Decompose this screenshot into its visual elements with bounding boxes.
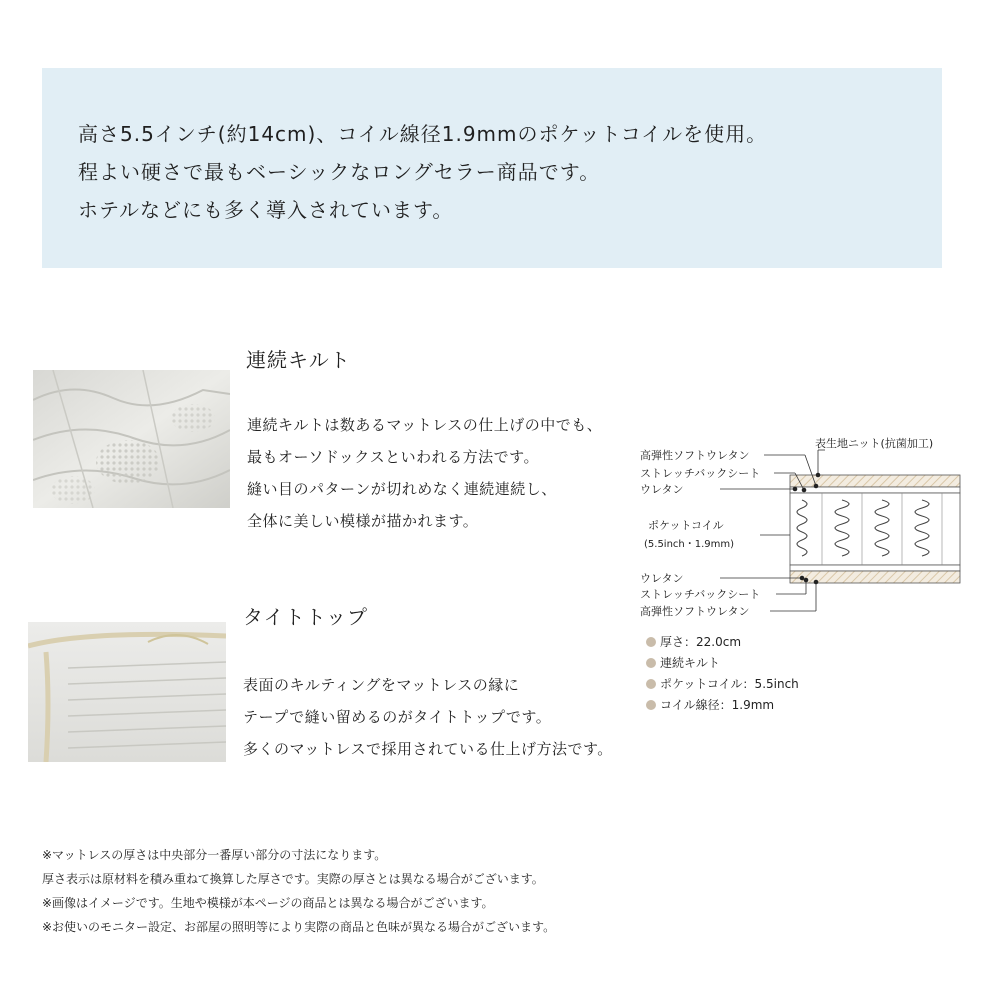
spec-list xyxy=(646,635,799,712)
tight-top-line-2: テープで縫い留めるのがタイトトップです。 xyxy=(243,708,552,726)
bottom-label-1: ウレタン xyxy=(640,572,684,585)
intro-banner xyxy=(42,68,942,268)
continuous-quilt-line-1: 連続キルトは数あるマットレスの仕上げの中でも、 xyxy=(247,416,603,434)
spec-bullet xyxy=(646,658,656,668)
bottom-label-2: ストレッチバックシート xyxy=(640,588,761,601)
continuous-quilt-photo xyxy=(33,370,230,508)
tight-top-line-3: 多くのマットレスで採用されている仕上げ方法です。 xyxy=(243,740,613,758)
bottom-label-3: 高弾性ソフトウレタン xyxy=(640,605,750,618)
continuous-quilt-line-4: 全体に美しい模様が描かれます。 xyxy=(247,512,479,530)
intro-line-2: 程よい硬さで最もベーシックなロングセラー商品です。 xyxy=(78,160,601,184)
intro-line-1: 高さ5.5インチ(約14cm)、コイル線径1.9mmのポケットコイルを使用。 xyxy=(78,122,768,146)
mattress-body xyxy=(790,475,960,583)
tight-top-photo xyxy=(28,622,226,762)
continuous-quilt-title: 連続キルト xyxy=(246,348,351,372)
top-label-3: ウレタン xyxy=(640,483,684,496)
coil-sub-label: (5.5inch・1.9mm) xyxy=(644,539,735,550)
spec-quilt: 連続キルト xyxy=(660,656,720,670)
intro-line-3: ホテルなどにも多く導入されています。 xyxy=(78,198,454,222)
note-line-4: ※お使いのモニター設定、お部屋の照明等により実際の商品と色味が異なる場合がございます。 xyxy=(42,920,556,934)
top-label-1: 高弾性ソフトウレタン xyxy=(640,449,750,462)
spec-bullet xyxy=(646,679,656,689)
continuous-quilt-line-3: 縫い目のパターンが切れめなく連続連続し、 xyxy=(247,480,557,498)
continuous-quilt-line-2: 最もオーソドックスといわれる方法です。 xyxy=(247,448,539,466)
spec-bullet xyxy=(646,700,656,710)
note-line-3: ※画像はイメージです。生地や模様が本ページの商品とは異なる場合がございます。 xyxy=(42,896,494,910)
note-line-2: 厚さ表示は原材料を積み重ねて換算した厚さです。実際の厚さとは異なる場合がございます。 xyxy=(42,872,544,886)
top-fabric-label: 表生地ニット(抗菌加工) xyxy=(815,437,934,450)
top-label-2: ストレッチバックシート xyxy=(640,467,761,480)
note-line-1: ※マットレスの厚さは中央部分一番厚い部分の寸法になります。 xyxy=(42,848,387,862)
spec-thickness: 厚さ：22.0cm xyxy=(660,635,742,649)
spec-coil: ポケットコイル：5.5inch xyxy=(660,677,799,691)
tight-top-line-1: 表面のキルティングをマットレスの縁に xyxy=(243,676,520,694)
mattress-cross-section-diagram xyxy=(630,430,970,720)
tight-top-title: タイトトップ xyxy=(243,605,368,629)
coil-label: ポケットコイル xyxy=(648,519,724,532)
spec-wire: コイル線径：1.9mm xyxy=(660,698,775,712)
spec-bullet xyxy=(646,637,656,647)
